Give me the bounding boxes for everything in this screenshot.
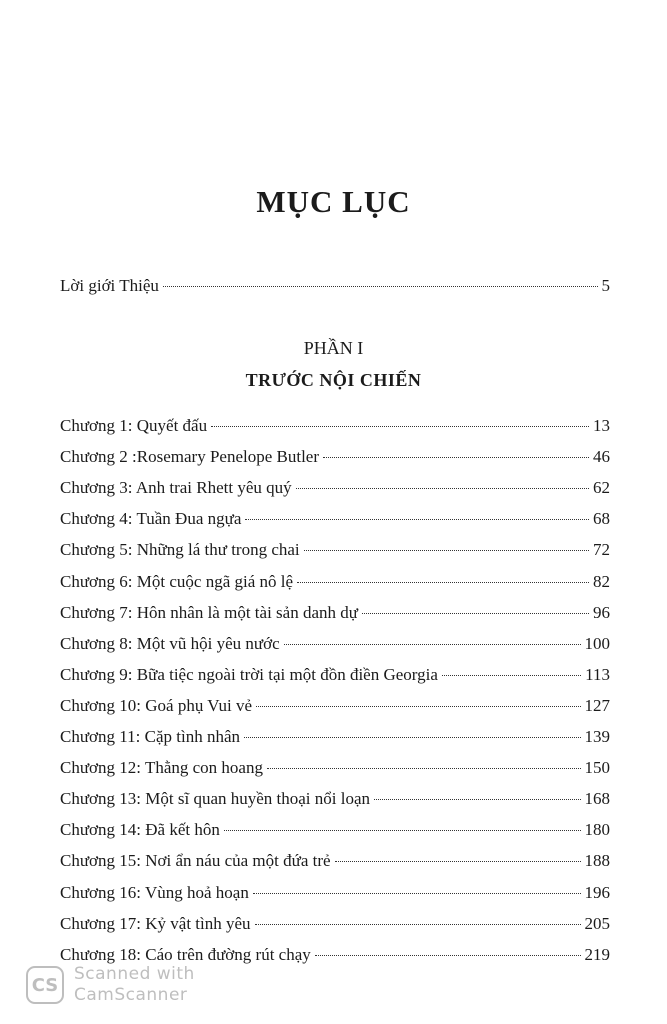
toc-entry-chapter <box>60 851 610 877</box>
dot-leader <box>163 286 598 287</box>
camscanner-logo-icon: CS <box>26 966 64 1004</box>
toc-entry-chapter <box>60 665 610 691</box>
toc-entry-label: Chương 9: Bữa tiệc ngoài trời tại một đồn điền Georgia <box>60 664 438 684</box>
toc-entry-page: 168 <box>584 789 610 809</box>
toc-entry-page: 113 <box>585 664 610 684</box>
dot-leader <box>374 799 580 800</box>
toc-entry-label: Chương 18: Cáo trên đường rút chạy <box>60 944 311 964</box>
toc-entry-label: Chương 17: Kỷ vật tình yêu <box>60 913 251 933</box>
toc-entry-chapter <box>60 509 610 535</box>
toc-entry-label: Chương 11: Cặp tình nhân <box>60 727 241 746</box>
toc-entry-page: 188 <box>584 851 610 871</box>
toc-entry-label: Chương 7: Hôn nhân là một tài sản danh dự <box>60 602 358 622</box>
dot-leader <box>253 893 581 894</box>
watermark-text <box>74 964 195 1006</box>
toc-entry-chapter <box>60 820 610 846</box>
dot-leader <box>335 861 581 862</box>
dot-leader <box>211 426 589 427</box>
toc-entry-chapter <box>60 914 610 940</box>
dot-leader <box>256 706 580 707</box>
toc-entry-label: Chương 14: Đã kết hôn <box>60 820 220 840</box>
dot-leader <box>323 457 589 458</box>
toc-entry-chapter <box>60 447 610 473</box>
toc-entry-chapter <box>60 603 610 629</box>
toc-entry-chapter <box>60 634 610 660</box>
part-number: PHẦN I <box>303 338 364 358</box>
dot-leader <box>297 582 589 583</box>
dot-leader <box>224 830 581 831</box>
toc-entry-label: Chương 2 :Rosemary Penelope Butler <box>60 447 320 467</box>
toc-entry-page: 13 <box>593 416 610 435</box>
toc-entry-label: Chương 13: Một sĩ quan huyền thoại nổi loạn <box>60 789 371 809</box>
watermark-line-1: Scanned with <box>74 964 195 984</box>
toc-entry-page: 100 <box>584 633 610 653</box>
toc-entry-chapter <box>60 416 610 442</box>
toc-entry-chapter <box>60 696 610 722</box>
toc-entry-page: 5 <box>601 276 610 295</box>
toc-entry-label: Chương 16: Vùng hoả hoạn <box>60 882 249 902</box>
toc-entry-label: Chương 6: Một cuộc ngã giá nô lệ <box>60 571 294 591</box>
toc-entry-page: 150 <box>584 758 610 778</box>
toc-entry-page: 180 <box>584 820 610 840</box>
toc-entry-label: Chương 8: Một vũ hội yêu nước <box>60 633 280 653</box>
dot-leader <box>296 488 589 489</box>
part-title: TRƯỚC NỘI CHIẾN <box>245 370 422 390</box>
dot-leader <box>362 613 589 614</box>
toc-entry-page: 46 <box>593 447 610 467</box>
dot-leader <box>304 550 589 551</box>
toc-entry-page: 62 <box>593 478 610 498</box>
dot-leader <box>244 737 580 738</box>
toc-entry-chapter <box>60 540 610 566</box>
toc-entry-label: Chương 5: Những lá thư trong chai <box>60 540 300 560</box>
toc-entry-intro <box>60 276 610 302</box>
toc-entry-page: 72 <box>593 540 610 560</box>
page-title: MỤC LỤC <box>256 184 411 219</box>
toc-entry-chapter <box>60 572 610 598</box>
toc-entry-label: Chương 15: Nơi ẩn náu của một đứa trẻ <box>60 851 331 871</box>
camscanner-watermark <box>26 964 195 1006</box>
toc-entry-page: 139 <box>584 727 610 746</box>
dot-leader <box>315 955 581 956</box>
toc-entry-label: Chương 12: Thằng con hoang <box>60 758 263 778</box>
toc-entry-label: Chương 3: Anh trai Rhett yêu quý <box>60 478 292 498</box>
toc-entry-label: Lời giới Thiệu <box>60 276 159 295</box>
toc-entry-page: 196 <box>584 882 610 902</box>
toc-entry-label: Chương 4: Tuần Đua ngựa <box>60 509 242 529</box>
dot-leader <box>255 924 581 925</box>
toc-entry-page: 68 <box>593 509 610 529</box>
toc-entry-chapter <box>60 883 610 909</box>
dot-leader <box>267 768 581 769</box>
toc-entry-label: Chương 10: Goá phụ Vui vẻ <box>60 695 253 715</box>
toc-entry-chapter <box>60 727 610 753</box>
toc-entry-page: 127 <box>584 695 610 715</box>
dot-leader <box>284 644 581 645</box>
toc-entry-chapter <box>60 789 610 815</box>
dot-leader <box>442 675 581 676</box>
toc-entry-page: 82 <box>593 571 610 591</box>
toc-entry-page: 219 <box>584 944 610 964</box>
dot-leader <box>245 519 589 520</box>
toc-entry-page: 205 <box>584 913 610 933</box>
toc-entry-chapter <box>60 478 610 504</box>
watermark-line-2: CamScanner <box>74 985 188 1005</box>
toc-entry-label: Chương 1: Quyết đấu <box>60 416 208 435</box>
toc-entry-page: 96 <box>593 602 610 622</box>
toc-entry-chapter <box>60 758 610 784</box>
